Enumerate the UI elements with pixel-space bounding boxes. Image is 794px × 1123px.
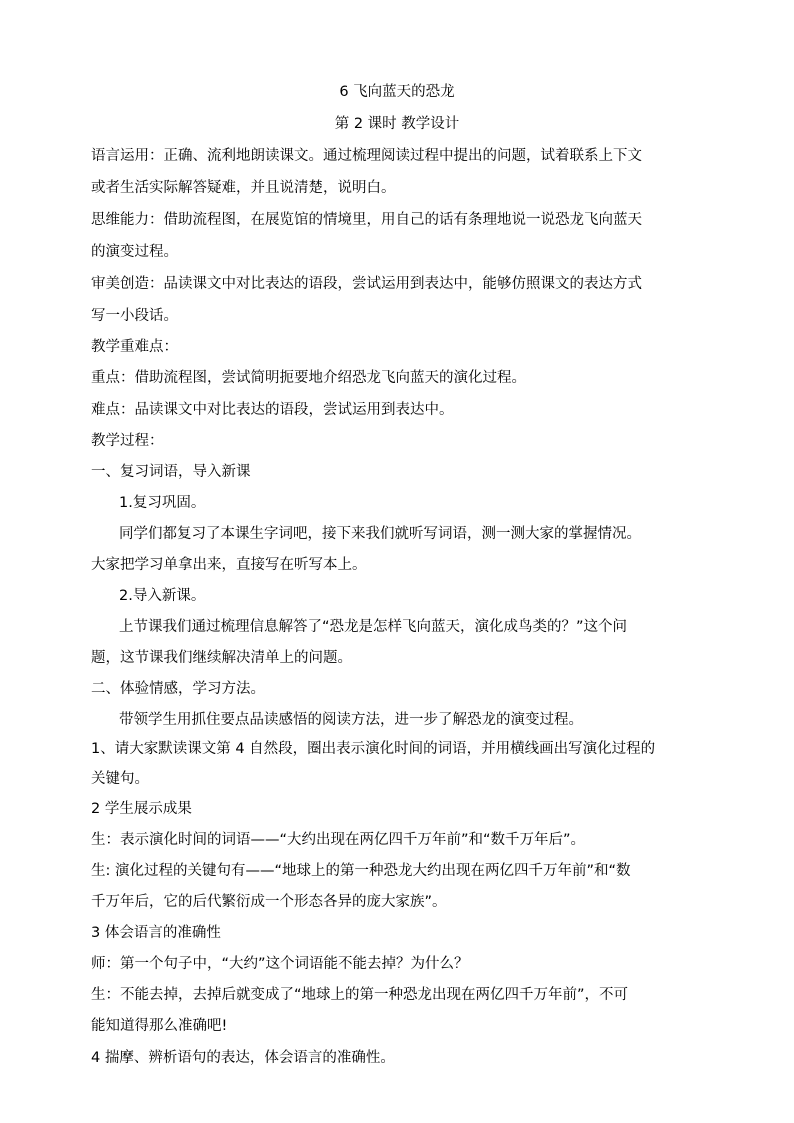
- objective-thinking: 思维能力：借助流程图，在展览馆的情境里，用自己的话有条理地说一说恐龙飞向蓝天: [91, 212, 642, 228]
- task-one-cont: 关键句。: [91, 771, 149, 787]
- paragraph-review: 同学们都复习了本课生字词吧，接下来我们就听写词语，测一测大家的掌握情况。: [119, 526, 641, 542]
- heading-part-two: 二、体验情感，学习方法。: [91, 681, 265, 697]
- paragraph-method: 带领学生用抓住要点品读感悟的阅读方法，进一步了解恐龙的演变过程。: [119, 712, 583, 728]
- task-four: 4 揣摩、辨析语句的表达，体会语言的准确性。: [91, 1050, 395, 1066]
- task-one: 1、请大家默读课文第 4 自然段，圈出表示演化时间的词语，并用横线画出写演化过程的: [91, 741, 656, 757]
- student-answer-three-cont: 能知道得那么准确吧!: [91, 1018, 228, 1034]
- heading-part-one: 一、复习词语，导入新课: [91, 464, 251, 480]
- teacher-question: 师：第一个句子中，“大约”这个词语能不能去掉？为什么？: [91, 956, 469, 972]
- step-review: 1.复习巩固。: [119, 495, 206, 511]
- objective-language: 语言运用：正确、流利地朗读课文。通过梳理阅读过程中提出的问题，试着联系上下文: [91, 148, 642, 164]
- task-two: 2 学生展示成果: [91, 801, 192, 817]
- objective-language-cont: 或者生活实际解答疑难，并且说清楚，说明白。: [91, 180, 396, 196]
- key-point: 重点：借助流程图，尝试简明扼要地介绍恐龙飞向蓝天的演化过程。: [91, 370, 526, 386]
- student-answer-two-cont: 千万年后，它的后代繁衍成一个形态各异的庞大家族”。: [91, 894, 447, 910]
- paragraph-review-cont: 大家把学习单拿出来，直接写在听写本上。: [91, 557, 367, 573]
- difficult-point: 难点：品读课文中对比表达的语段，尝试运用到表达中。: [91, 402, 454, 418]
- document-title: 6 飞向蓝天的恐龙: [339, 84, 455, 100]
- objective-aesthetic: 审美创造：品读课文中对比表达的语段，尝试运用到表达中，能够仿照课文的表达方式: [91, 276, 642, 292]
- task-three: 3 体会语言的准确性: [91, 925, 221, 941]
- paragraph-intro: 上节课我们通过梳理信息解答了“恐龙是怎样飞向蓝天，演化成鸟类的？”这个问: [119, 619, 628, 635]
- document-subtitle: 第 2 课时 教学设计: [334, 116, 460, 132]
- section-key-points: 教学重难点：: [91, 339, 178, 355]
- student-answer-two: 生: 演化过程的关键句有——“地球上的第一种恐龙大约出现在两亿四千万年前”和“数: [91, 863, 631, 879]
- step-intro: 2.导入新课。: [119, 588, 206, 604]
- student-answer-three: 生：不能去掉，去掉后就变成了“地球上的第一种恐龙出现在两亿四千万年前”，不可: [91, 987, 629, 1003]
- objective-aesthetic-cont: 写一小段话。: [91, 308, 178, 324]
- student-answer-one: 生：表示演化时间的词语——“大约出现在两亿四千万年前”和“数千万年后”。: [91, 832, 586, 848]
- paragraph-intro-cont: 题，这节课我们继续解决清单上的问题。: [91, 650, 352, 666]
- objective-thinking-cont: 的演变过程。: [91, 244, 178, 260]
- section-process: 教学过程：: [91, 433, 164, 449]
